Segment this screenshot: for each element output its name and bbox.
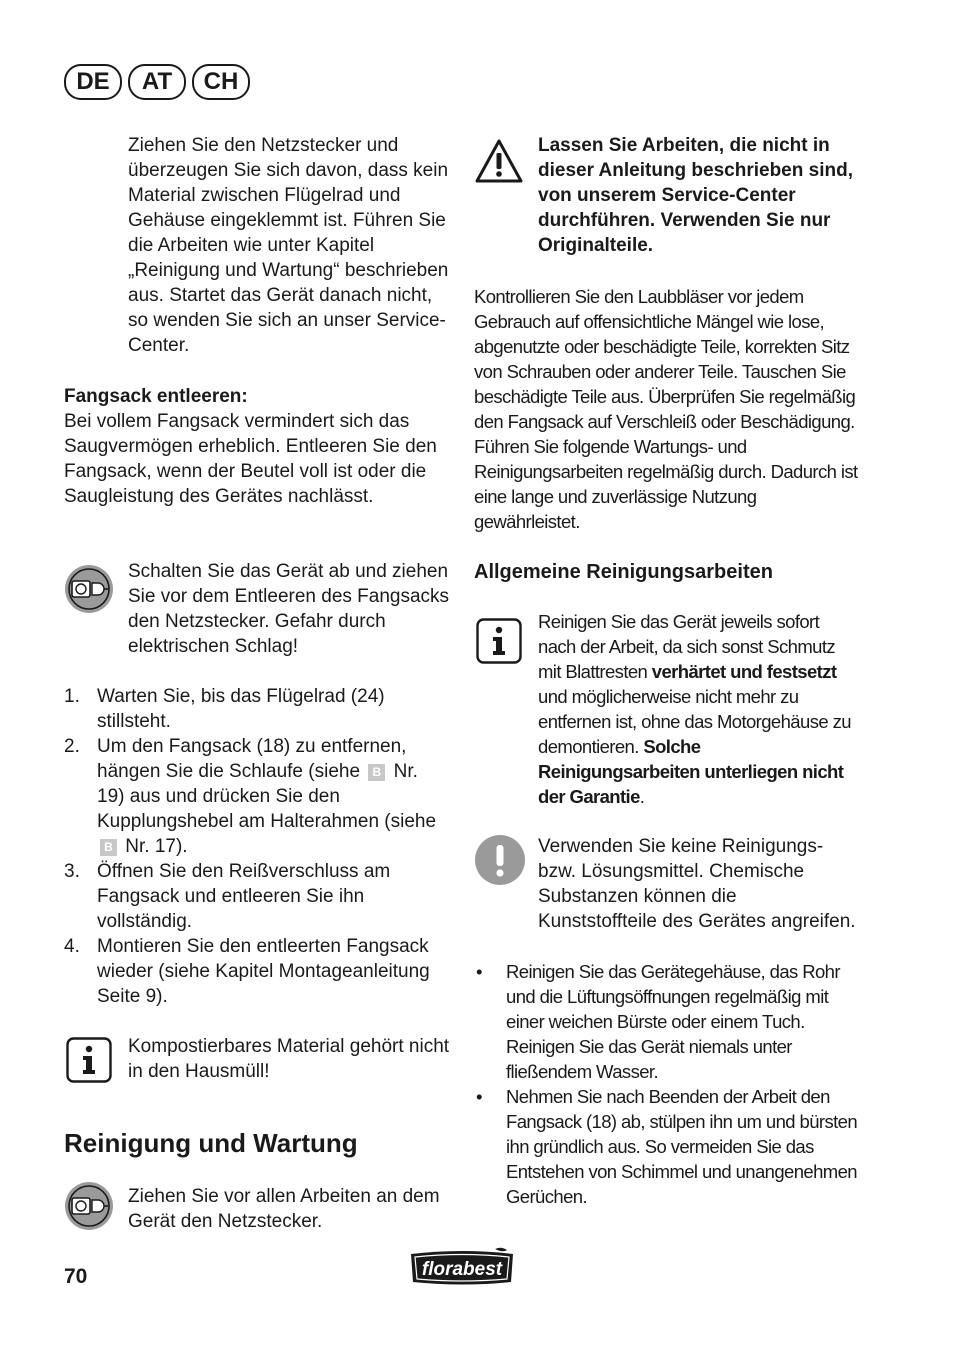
info-icon (66, 1037, 112, 1083)
intro-paragraph: Ziehen Sie den Netzstecker und überzeugen Sie sich davon, dass kein Material zwischen Flügelrad und Gehäuse eingeklemmt ist. Führen Sie die Arbeiten wie unter Kapitel „Reinigung und Wartung“ beschrieben aus. Startet das Gerät danach nicht, so wenden Sie sich an unser Service-Center. (128, 135, 449, 356)
cleaning-info-warranty: Solche Reinigungsarbeiten unterliegen nicht der Garantie (538, 736, 844, 807)
step-number: 4. (64, 936, 80, 957)
step-number: 3. (64, 861, 80, 882)
bullet-text: Nehmen Sie nach Beenden der Arbeit den Fangsack (18) ab, stülpen ihn um und bürsten ihn gründlich aus. So vermeiden Sie das Entstehen von Schimmel und unangenehmen Gerüchen. (506, 1086, 858, 1207)
cleaning-info-emphasis: verhärtet und festsetzt (651, 661, 837, 682)
compost-note-text: Kompostierbares Material gehört nicht in den Hausmüll! (128, 1036, 450, 1082)
step-text: Öffnen Sie den Reißverschluss am Fangsack und entleeren Sie ihn vollständig. (97, 861, 391, 932)
cleaning-bullet-list (474, 959, 859, 1209)
bullet-symbol: • (476, 1086, 482, 1107)
unplug-warning-text: Schalten Sie das Gerät ab und ziehen Sie vor dem Entleeren des Fangsacks den Netzstecker. Gefahr durch elektrischen Schlag! (128, 561, 450, 657)
step-text: Nr. 19) aus und drücken Sie den Kupplungshebel am Halterahmen (siehe (97, 761, 437, 832)
exclamation-icon (474, 834, 526, 886)
steps-list (64, 684, 449, 1009)
lang-badge-ch: CH (192, 64, 250, 100)
step-text: Montieren Sie den entleerten Fangsack wieder (siehe Kapitel Montageanleitung Seite 9). (97, 936, 430, 1007)
warning-text: Lassen Sie Arbeiten, die nicht in dieser Anleitung beschrieben sind, von unserem Service-Center durchführen. Verwenden Sie nur Originalteile. (538, 135, 853, 256)
cleaning-info-part: Reinigen Sie das Gerät jeweils sofort nach der Arbeit, da sich sonst Schmutz mit Blattresten (538, 611, 836, 682)
warning-triangle-icon (474, 138, 524, 184)
figure-b-reference: B (368, 764, 385, 781)
caution-text: Verwenden Sie keine Reinigungs- bzw. Lösungsmittel. Chemische Substanzen können die Kunststoffteile des Gerätes angreifen. (538, 836, 856, 932)
subheading-general-cleaning: Allgemeine Reinigungsarbeiten (474, 561, 773, 583)
info-icon (476, 618, 522, 664)
cleaning-info-part: und möglicherweise nicht mehr zu entfernen ist, ohne das Motorgehäuse zu demontieren. (538, 686, 851, 757)
unplug-icon (64, 564, 114, 614)
fangsack-paragraph: Bei vollem Fangsack vermindert sich das Saugvermögen erheblich. Entleeren Sie den Fangsack, wenn der Beutel voll ist oder die Saugleistung des Gerätes nachlässt. (64, 411, 437, 507)
cleaning-info-period: . (639, 786, 645, 807)
florabest-logo (405, 1246, 519, 1288)
language-badges (64, 64, 250, 100)
page-number: 70 (64, 1265, 88, 1288)
step-text: Um den Fangsack (18) zu entfernen, hängen Sie die Schlaufe (siehe (97, 736, 407, 782)
step-text: Nr. 17). (125, 836, 188, 857)
inspection-paragraph: Kontrollieren Sie den Laubbläser vor jedem Gebrauch auf offensichtliche Mängel wie lose, abgenutzte oder beschädigte Teile, korrekten Sitz von Schrauben oder anderer Teile. Tauschen Sie beschädigte Teile aus. Überprüfen Sie regelmäßig den Fangsack auf Verschleiß oder Beschädigung. Führen Sie folgende Wartungs- und Reinigungsarbeiten regelmäßig durch. Dadurch ist eine lange und zuverlässige Nutzung gewährleistet. (474, 286, 858, 532)
section-title: Reinigung und Wartung (64, 1128, 358, 1158)
unplug-before-work-text: Ziehen Sie vor allen Arbeiten an dem Gerät den Netzstecker. (128, 1186, 440, 1232)
list-item (474, 959, 859, 1084)
step-number: 2. (64, 736, 80, 757)
bullet-symbol: • (476, 961, 482, 982)
figure-b-reference: B (100, 839, 117, 856)
list-item (64, 734, 449, 859)
list-item (474, 1084, 859, 1209)
step-number: 1. (64, 686, 80, 707)
step-text: Warten Sie, bis das Flügelrad (24) stillsteht. (97, 686, 385, 732)
fangsack-heading: Fangsack entleeren: (64, 386, 248, 407)
list-item (64, 934, 449, 1009)
logo-wordmark: florabest (421, 1259, 503, 1280)
list-item (64, 859, 449, 934)
unplug-icon (64, 1181, 114, 1231)
list-item (64, 684, 449, 734)
lang-badge-at: AT (128, 64, 186, 100)
cleaning-info-text (538, 609, 858, 809)
bullet-text: Reinigen Sie das Gerätegehäuse, das Rohr und die Lüftungsöffnungen regelmäßig mit einer weichen Bürste oder einem Tuch. Reinigen Sie das Gerät niemals unter fließendem Wasser. (506, 961, 840, 1082)
lang-badge-de: DE (64, 64, 122, 100)
